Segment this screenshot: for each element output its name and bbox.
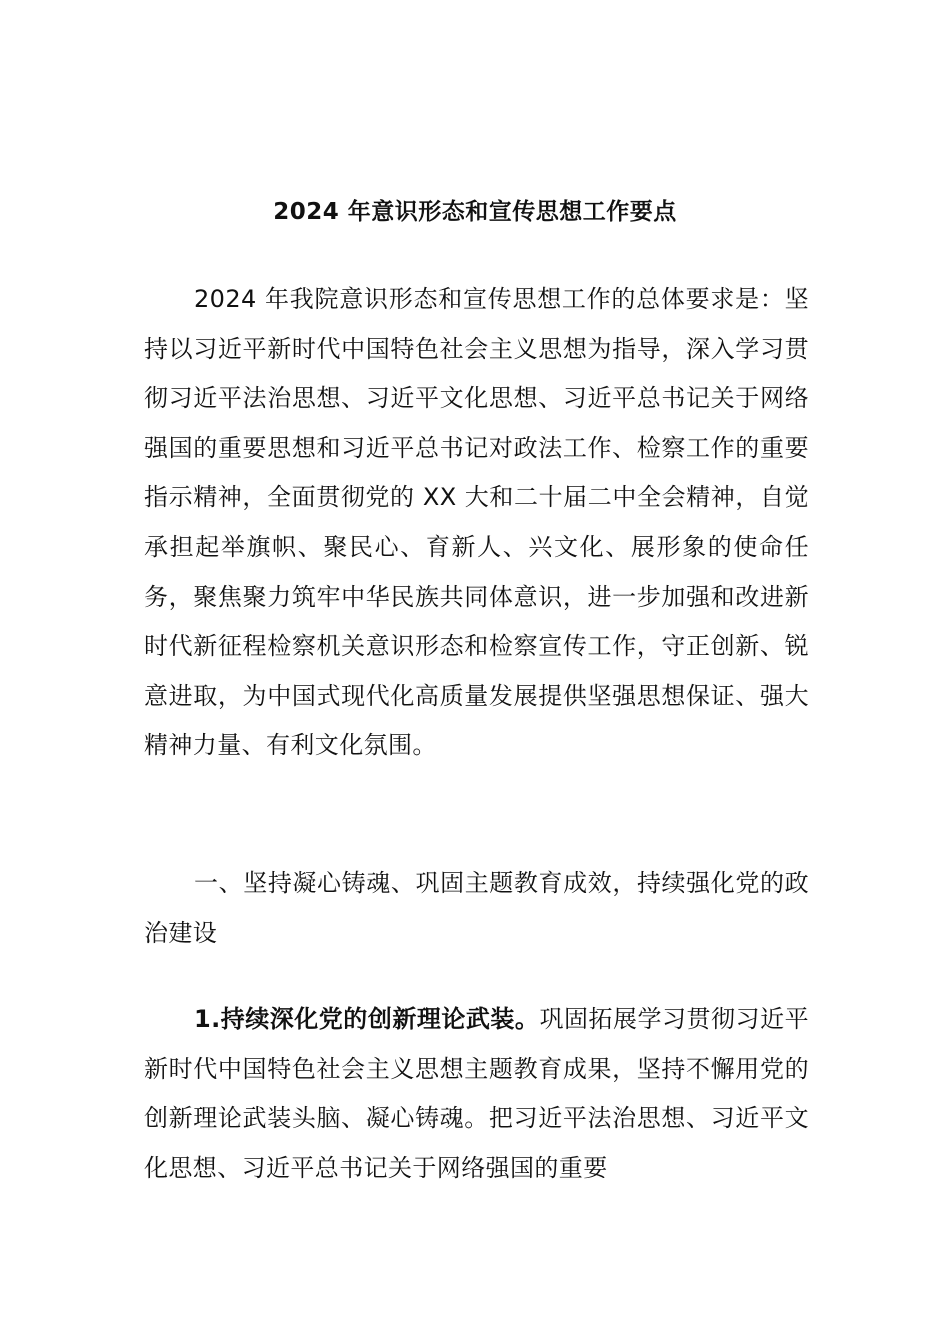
intro-paragraph: 2024 年我院意识形态和宣传思想工作的总体要求是：坚持以习近平新时代中国特色社会主义思想为指导，深入学习贯彻习近平法治思想、习近平文化思想、习近平总书记关于网络强国的重要思想和习近平总书记对政法工作、检察工作的重要指示精神，全面贯彻党的 XX 大和二十届二中全会精神，自觉承担起举旗帜、聚民心、育新人、兴文化、展形象的使命任务，聚焦聚力筑牢中华民族共同体意识，进一步加强和改进新时代新征程检察机关意识形态和检察宣传工作，守正创新、锐意进取，为中国式现代化高质量发展提供坚强思想保证、强大精神力量、有利文化氛围。 bbox=[144, 285, 809, 760]
item-lead: 1.持续深化党的创新理论武装。 bbox=[194, 1005, 540, 1033]
item-paragraph bbox=[144, 995, 809, 1193]
section-heading: 一、坚持凝心铸魂、巩固主题教育成效，持续强化党的政治建设 bbox=[144, 869, 809, 947]
item-body: 巩固拓展学习贯彻习近平新时代中国特色社会主义思想主题教育成果，坚持不懈用党的创新理论武装头脑、凝心铸魂。把习近平法治思想、习近平文化思想、习近平总书记关于网络强国的重要 bbox=[144, 1005, 809, 1182]
document-title: 2024 年意识形态和宣传思想工作要点 bbox=[273, 199, 677, 225]
